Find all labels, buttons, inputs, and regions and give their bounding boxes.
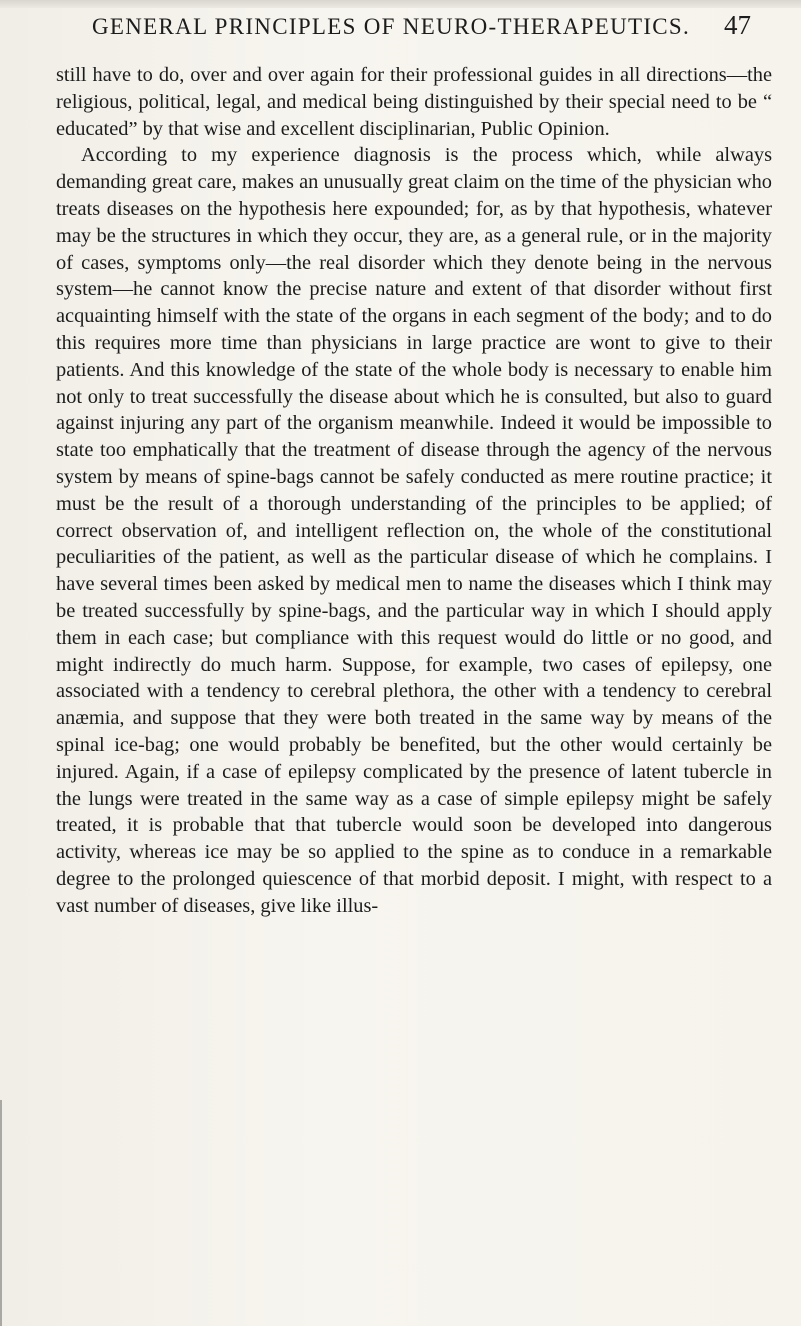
page-header (0, 8, 801, 42)
paragraph-continuation: still have to do, over and over again for their professional guides in all directions—the religious, political, legal, and medical being distinguished by their special need to be “ educated” by that wise and excellent disciplinarian, Public Opinion. (56, 64, 772, 140)
paragraph-diagnosis: According to my experience diagnosis is the process which, while always demanding great care, makes an unusually great claim on the time of the physician who treats diseases on the hypothesis here expounded; for, as by that hypothesis, whatever may be the structures in which they occur, they are, as a general rule, or in the majority of cases, symptoms only—the real disorder which they denote being in the nervous system—he cannot know the precise nature and extent of that disorder without first acquainting himself with the state of the organs in each segment of the body; and to do this requires more time than physicians in large practice are wont to give to their patients. And this knowledge of the state of the whole body is necessary to enable him not only to treat successfully the disease about which he is consulted, but also to guard against injuring any part of the organism meanwhile. Indeed it would be impossible to state too emphatically that the treatment of disease through the agency of the nervous system by means of spine-bags cannot be safely conducted as mere routine practice; it must be the result of a thorough understanding of the principles to be applied; of correct observation of, and intelligent reflection on, the whole of the constitutional peculiarities of the patient, as well as the particular disease of which he complains. I have several times been asked by medical men to name the diseases which I think may be treated successfully by spine-bags, and the particular way in which I should apply them in each case; but compliance with this request would do little or no good, and might indirectly do much harm. Suppose, for example, two cases of epilepsy, one associated with a tendency to cerebral plethora, the other with a tendency to cerebral anæmia, and suppose that they were both treated in the same way by means of the spinal ice-bag; one would probably be benefited, but the other would certainly be injured. Again, if a case of epilepsy complicated by the presence of latent tubercle in the lungs were treated in the same way as a case of simple epilepsy might be safely treated, it is probable that that tubercle would soon be developed into dangerous activity, whereas ice may be so applied to the spine as to conduce in a remarkable degree to the prolonged quiescence of that morbid deposit. I might, with respect to a vast number of diseases, give like illus- (56, 144, 772, 917)
running-head: GENERAL PRINCIPLES OF NEURO-THERAPEUTICS. (92, 14, 691, 39)
binding-edge (0, 1100, 2, 1326)
page-number: 47 (724, 10, 751, 40)
scan-top-edge (0, 0, 801, 8)
body-text (56, 62, 772, 920)
